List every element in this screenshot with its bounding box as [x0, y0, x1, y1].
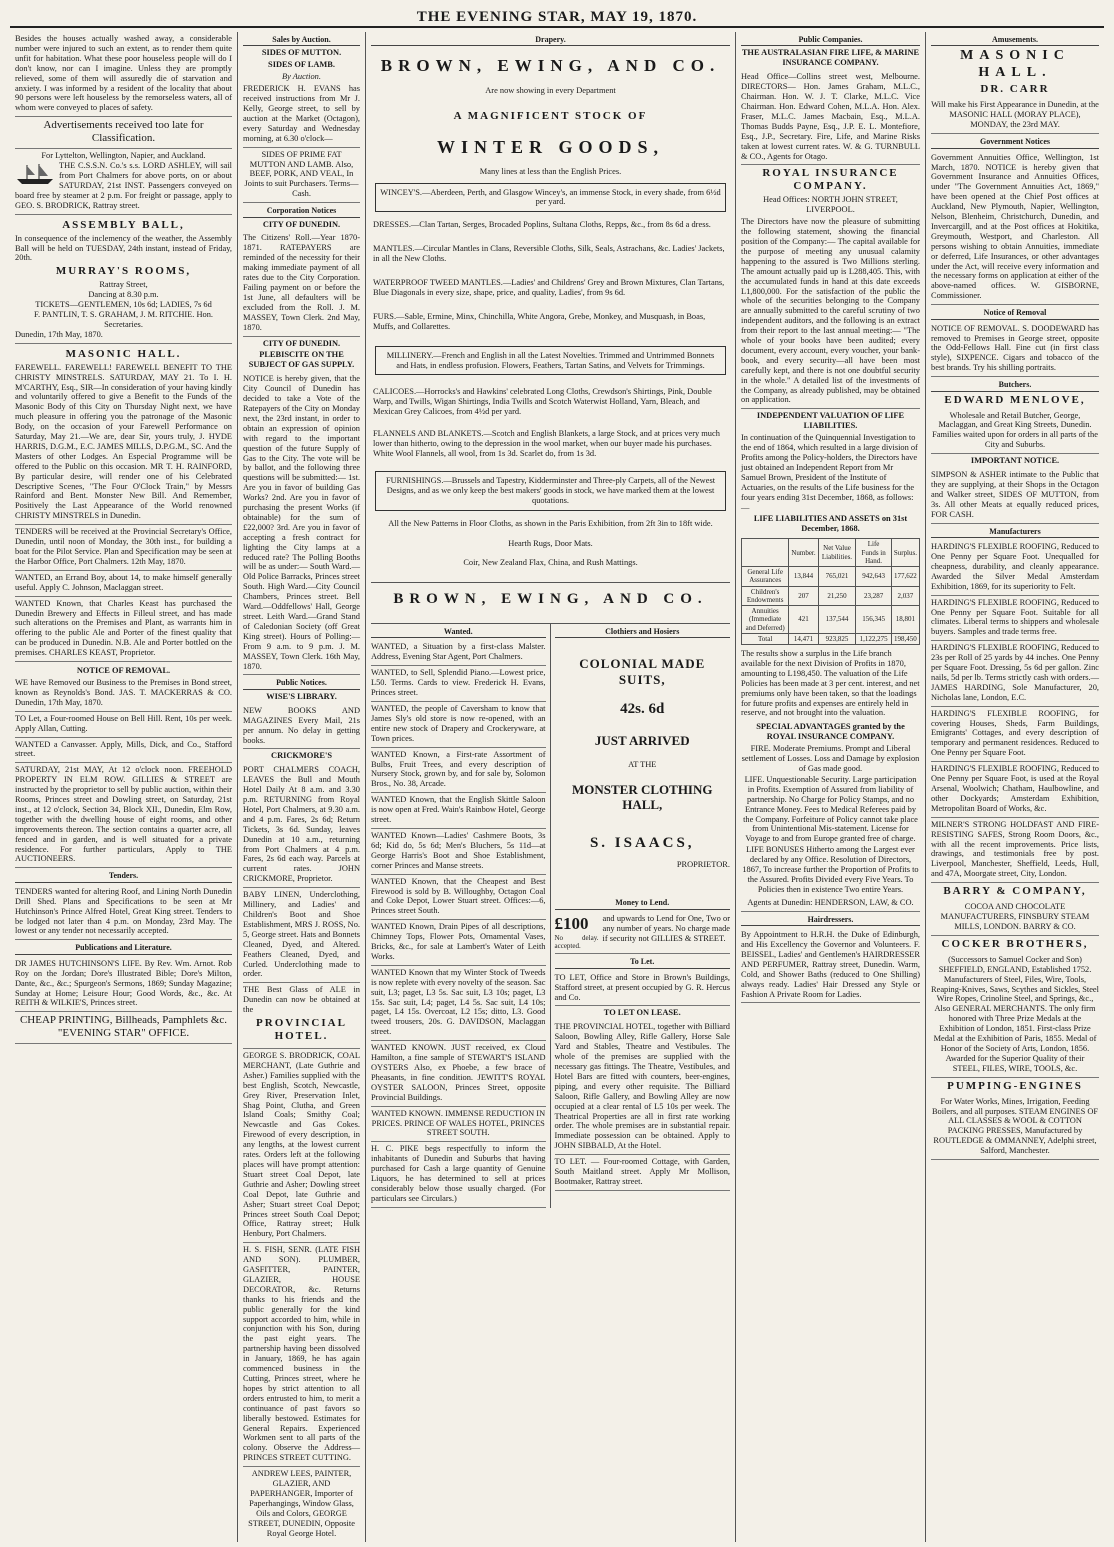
- clothiers-section: Clothiers and Hosiers: [555, 627, 731, 638]
- harding-5: HARDING'S FLEXIBLE ROOFING, Reduced to One Penny per Square Foot, is used at the Royal Arsenal, Woolwich; Chatham, Haulbowline, and other Dockyards; Amsterdam Exhibition, Metropolitan Board of Works, &c.: [931, 762, 1099, 818]
- wanted-10: WANTED KNOWN. JUST received, ex Cloud Hamilton, a fine sample of STEWART'S ISLAND OYSTERS Also, ex Phoebe, a few brace of Pheasants, in fine condition. JEWITT'S ROYAL OYSTER SALOON, Princes Street, opposite Provincial Buildings.: [371, 1041, 546, 1106]
- lamb-heading: SIDES OF LAMB.: [268, 60, 335, 70]
- ship-heading: For Lyttelton, Wellington, Napier, and Auckland.: [41, 151, 206, 161]
- table-cell: 23,287: [856, 586, 891, 606]
- wise-heading: WISE'S LIBRARY.: [266, 691, 337, 701]
- removal-heading: NOTICE OF REMOVAL.: [76, 666, 171, 676]
- wanted-section: Wanted.: [371, 627, 546, 638]
- publications-section: Publications and Literature.: [15, 943, 232, 954]
- coir: Coir, New Zealand Flax, China, and Rush Mattings.: [463, 558, 638, 568]
- wanted-column: [371, 624, 551, 1208]
- suit-price: 42s. 6d: [620, 701, 665, 718]
- city-heading-2: CITY OF DUNEDIN.: [262, 338, 341, 348]
- carr-body: Will make his First Appearance in Dunedin, at the MASONIC HALL (MORAY PLACE), MONDAY, the 23rd MAY.: [931, 98, 1099, 134]
- less-than-english: Many lines at less than the English Prices.: [479, 166, 622, 176]
- pumping-title: PUMPING-ENGINES: [947, 1079, 1083, 1092]
- masonic-hall: MASONIC HALL.: [960, 48, 1070, 80]
- dresses: DRESSES.—Clan Tartan, Serges, Brocaded Poplins, Sultana Cloths, Repps, &c., from 8s 6d a dress.: [373, 220, 711, 230]
- hearth-rugs: Hearth Rugs, Door Mats.: [508, 538, 593, 548]
- isaacs: S. ISAACS,: [589, 834, 695, 851]
- royal-title: ROYAL INSURANCE COMPANY.: [762, 167, 899, 193]
- fish-ad: H. S. FISH, SENR. (LATE FISH AND SON). PLUMBER, GASFITTER, PAINTER, GLAZIER, HOUSE DECORATOR, &c. Returns thanks to his friends and the public generally for the kind support accorded to him, while in conjunction with his Son, during the past eight years. The partnership having been dissolved in January, 1869, he has again commenced business in the Cutting, Princes street, where he hopes by strict attention to all orders entrusted to him, to merit a continuance of past favors so liberally bestowed. Estimates for General Repairs. Experienced Workmen sent to all parts of the colony. Observe the Address— PRINCES STREET CUTTING.: [243, 1243, 360, 1467]
- books-ad: NEW BOOKS AND MAGAZINES Every Mail, 21s per annum. No delay in getting books.: [243, 704, 360, 750]
- winter-goods: WINTER GOODS,: [436, 137, 665, 158]
- keast-ad: WANTED Known, that Charles Keast has purchased the Dunedin Brewery and Effects in Filleul street, and has made such alterations on the Premises and Plant, as warrants him in offering to the public Ale and Porter of the finest quality that can be produced in Dunedin. N.B. Ale and Porter bottled on the premises. CHARLES KEAST, Proprietor.: [15, 597, 232, 662]
- table-cell: 207: [789, 586, 818, 606]
- milner-ad: MILNER'S STRONG HOLDFAST AND FIRE-RESISTING SAFES, Strong Room Doors, &c., with all the recent improvements. Price lists, drawings, and testimonials free by post. Liverpool, Manchester, Sheffield, Leeds, Hull, and 47A, Moorgate street, City, London.: [931, 818, 1099, 883]
- wanted-8: WANTED Known, Drain Pipes of all descriptions, Chimney Tops, Flower Pots, Ornamental Vases, Bricks, &c., for sale at Lambert's Water of Leith Works.: [371, 920, 546, 966]
- table-cell: 923,825: [818, 633, 856, 644]
- barry-body: COCOA AND CHOCOLATE MANUFACTURERS, FINSBURY STEAM MILLS, LONDON. BARRY & CO.: [931, 900, 1099, 936]
- baby-linen-ad: BABY LINEN, Underclothing, Millinery, and Ladies' and Children's Boot and Shoe Establishment, MRS J. ROSS, No. 5, George street. Hats and Bonnets Cleaned, Dyed, and Altered. Feathers Cleaned, Dyed, and Curled. Underclothing made to order.: [243, 888, 360, 983]
- provincial-heading: PROVINCIAL HOTEL.: [256, 1017, 347, 1043]
- tenders-ad: TENDERS will be received at the Provincial Secretary's Office, Dunedin, until noon of Monday, the 30th inst., for building a boat for the Pilot Service. Plan and Specification may be seen at the Harbor Office, Port Chalmers. 12th May, 1870.: [15, 525, 232, 571]
- late-heading: Advertisements received too late for Classification.: [15, 117, 232, 149]
- sales-section: Sales by Auction.: [243, 35, 360, 46]
- ale-text: THE Best Glass of ALE in Dunedin can now be obtained at the: [243, 985, 360, 1015]
- dr-carr: DR. CARR: [980, 83, 1050, 96]
- butchers-section: Butchers.: [931, 380, 1099, 391]
- ball-date: Dunedin, 17th May, 1870.: [15, 329, 103, 339]
- calicoes: CALICOES.—Horrocks's and Hawkins' celebrated Long Cloths, Crewdson's Shirtings, Pink, Double Warp, and Twills, Wigan Shirtings, India Twills and Scotch Waterwist Holland, Yarn, Bleach, and Mexican Grey Calicoes, from 4½d per yard.: [373, 387, 712, 417]
- dancing: Dancing at 8.30 p.m.: [88, 290, 159, 300]
- simpson-ad: SIMPSON & ASHER intimate to the Public that they are supplying, at their Shops in the Octagon and Walker street, SIDES OF MUTTON, from 3s. All other Meats at equally reduced prices, FOR CASH.: [931, 468, 1099, 524]
- tenders-section: Tenders.: [15, 871, 232, 882]
- city-heading-1: CITY OF DUNEDIN.: [262, 219, 341, 229]
- australasian-body: Head Office—Collins street west, Melbourne. DIRECTORS— Hon. James Graham, M.L.C., Chairman. Hon. W. J. T. Clarke, M.L.C. Vice Chairman. Hon. Edward Cohen, M.L.A. Hon. Alex. Fraser, M.L.C. James Macbain, Esq., M.L.A. Thomas Budds Payne, Esq., J.P. E. L. Montefiore, Esq., J.P., Secretary. Fire, Life, and Marine Risks taken at lowest current rates. W. & G. TURNBULL & CO., Agents for Otago.: [741, 70, 920, 165]
- column-3: [366, 32, 736, 1542]
- beissel-ad: By Appointment to H.R.H. the Duke of Edinburgh, and His Excellency the Governor and Volunteers. F. BEISSEL, Ladies' and Gentlemen's HAIRDRESSER AND PERFUMER, Rattray street, Dunedin. Warm, Cold, and Shower Baths (reduced to One Shilling) always ready. Ladies' Hair Dressed any Style or Fashion A Private Room for Ladies.: [741, 928, 920, 1003]
- public-companies-section: Public Companies.: [741, 35, 920, 46]
- government-notice: Government Annuities Office, Wellington, 1st March, 1870. NOTICE is hereby given that Government Insurance and Annuities Offices, under "The Government Annuities Act, 1869," have been opened at the Chief Post offices at Auckland, New Plymouth, Napier, Wellington, Nelson, Blenheim, Christchurch, Dunedin, and Invercargill, and at the Post offices at Hokitika, Greymouth, Westport, and Charleston. All persons wishing to obtain Annuities, immediate or deferred, Life Insurances, or other advantages under the Act, will receive every information and the necessary forms on application at either of the above-named offices. W. GISBORNE, Commissioner.: [931, 151, 1099, 306]
- australasian-title: THE AUSTRALASIAN FIRE LIFE, & MARINE INSURANCE COMPANY.: [741, 48, 920, 68]
- surplus-text: The results show a surplus in the Life branch available for the next Division of Profits in 1870, amounting to L198,450. The valuation of the Life Policies has been made at 3 per cent. interest, and net premiums only have been taken, so that the loadings for future profits and expenses are entirely held in reserve, and not brought into the valuation.: [741, 649, 920, 718]
- millinery-box: MILLINERY.—French and English in all the Latest Novelties. Trimmed and Untrimmed Bonnets and Hats, in endless profusion. Flowers, Feathers, Tartan Satins, and Velvets for Trimmings.: [375, 346, 726, 376]
- ball-title: ASSEMBLY BALL,: [62, 218, 185, 231]
- wanted-7: WANTED Known, that the Cheapest and Best Firewood is sold by B. Willoughby, Octagon Coal and Coke Depot, Lower Stuart street. Offices:—6, Princes street South.: [371, 875, 546, 921]
- wanted-12: H. C. PIKE begs respectfully to inform the inhabitants of Dunedin and Suburbs that having purchased for Cash a large quantity of Genuine Liquors, he has determined to sell at prices considerably below those usually charged. (For particulars see Circulars.): [371, 1142, 546, 1207]
- corporation-section: Corporation Notices: [243, 206, 360, 217]
- table-cell: 21,250: [818, 586, 856, 606]
- tenders2-ad: TENDERS wanted for altering Roof, and Lining North Dunedin Drill Shed. Plans and Specifications to be seen at Mr Hutchinson's Prince Alfred Hotel, Great King street. Tenders to be lodged not later than 4 p.m. on Monday, 23rd May. The lowest or any tender not necessarily accepted.: [15, 885, 232, 941]
- independent-heading: INDEPENDENT VALUATION OF LIFE LIABILITIES.: [756, 411, 905, 431]
- ship-icon: [15, 163, 55, 185]
- clothiers-column: [551, 624, 731, 1208]
- furs: FURS.—Sable, Ermine, Minx, Chinchilla, White Angora, Grebe, Monkey, and Musquash, in Boas, Muffs, and Collarettes.: [373, 311, 706, 331]
- table-cell: 156,345: [856, 606, 891, 634]
- table-cell: 765,021: [818, 567, 856, 587]
- harding-4: HARDING'S FLEXIBLE ROOFING, for covering Houses, Sheds, Farm Buildings, Emigrants' Cottages, and every description of temporary and permanent residences. Reduced to One Penny per Square Foot.: [931, 707, 1099, 763]
- cocker-title: COCKER BROTHERS,: [941, 937, 1089, 950]
- hairdressers-section: Hairdressers.: [741, 915, 920, 926]
- table-header: Net Value Liabilities.: [818, 539, 856, 567]
- money-amount: £100: [554, 913, 589, 933]
- wanted-2: WANTED, to Sell, Splendid Piano.—Lowest price, L50. Terms. Cards to view. Frederick H. Evans, Princes street.: [371, 666, 546, 702]
- livingstone-ad: DR JAMES HUTCHINSON'S LIFE. By Rev. Wm. Arnot. Rob Roy on the Jordan; Dore's Illustrated Bible; Dore's Milton, Dante, &c., &c.; Spurgeon's Sermons, 1869; Sunday Magazine; Sunday at Home; Leisure Hour; Good Words, &c., &c. At REITH & WILKIE'S, Princes street.: [15, 957, 232, 1013]
- money-note: No delay. accepted.: [554, 933, 599, 951]
- menlove-body: Wholesale and Retail Butcher, George, Maclaggan, and Great King Streets, Dunedin. Families waited upon for orders in all parts of the City and Suburbs.: [931, 409, 1099, 455]
- just-arrived: JUST ARRIVED: [594, 732, 690, 748]
- ship-body: THE C.S.S.N. Co.'s s.s. LORD ASHLEY, will sail from Port Chalmers for above ports, on or about SATURDAY, 21st INST. Passengers conveyed on board free by steamer at 2 p.m. For freight or passage, apply to GEO. S. BRODRICK, Rattray street.: [15, 161, 232, 210]
- barry-title: BARRY & COMPANY,: [943, 885, 1087, 898]
- money-section: Money to Lend.: [555, 898, 731, 909]
- table-header: Number.: [789, 539, 818, 567]
- wanted-11: WANTED KNOWN. IMMENSE REDUCTION IN PRICES. PRINCE OF WALES HOTEL, PRINCES STREET SOUTH.: [371, 1107, 546, 1143]
- cocker-body: (Successors to Samuel Cocker and Son) SHEFFIELD, ENGLAND, Established 1752. Manufacturers of Steel, Files, Wire, Tools, Reaping-Knives, Saws, Scythes and Sickles, Steel Wire Ropes, Crinoline Steel, and Springs, &c., Also GENERAL MERCHANTS. The only firm honored with Three Prize Medals at the Exhibition of London, 1851. First-class Prize Medal at the Exhibition of Paris, 1855. Medal of Honor of the Society of Arts, London, 1856. Awarded for the Superior Quality of their STEEL, FILES, WIRE, TOOLS, &c.: [931, 953, 1099, 1078]
- murray-sub: Rattray Street,: [99, 280, 148, 290]
- menlove-title: EDWARD MENLOVE,: [944, 393, 1086, 406]
- evans-ad: FREDERICK H. EVANS has received instructions from Mr J. Kelly, George street, to sell by auction at the Market (Octagon), every Saturday and Wednesday morning, at 6.30 o'clock—: [243, 82, 360, 147]
- table-cell: 198,450: [891, 633, 919, 644]
- table-cell: 421: [789, 606, 818, 634]
- wanted-1: WANTED, a Situation by a first-class Malster. Address, Evening Star Agent, Port Chalmers.: [371, 640, 546, 666]
- tolet-ad: TO Let, a Four-roomed House on Bell Hill. Rent, 10s per week. Apply Allan, Cutting.: [15, 712, 232, 738]
- important-heading: IMPORTANT NOTICE.: [970, 456, 1060, 466]
- table-row-label: Total: [742, 633, 789, 644]
- doodeward-ad: NOTICE OF REMOVAL. S. DOODEWARD has removed to Premises in George street, opposite the Odd-Fellows Hall. Fine cut (in first class style), SIXPENCE. Cigars and tobacco of the best brands. Try his shilling portraits.: [931, 322, 1099, 378]
- flannels: FLANNELS AND BLANKETS.—Scotch and English Blankets, a large Stock, and at prices very much lower than hitherto, owing to the depression in the wool market, when our buyer made his purchases. White Wool Flannels, all wool, from 1s 3d. Scarlet do, from 1s 3d.: [373, 429, 720, 458]
- table-cell: 14,471: [789, 633, 818, 644]
- patterns: All the New Patterns in Floor Cloths, as shown in the Paris Exhibition, from 2ft 3in to 18ft wide.: [388, 518, 713, 528]
- brodrick-ad: GEORGE S. BRODRICK, COAL MERCHANT, (Late Guthrie and Asher.) Families supplied with the best English, Scotch, Newcastle, Grey River, Preservation Inlet, Shag Point, Clutha, and Green Island Coals; Smithy Coal; Newcastle and Gas Cokes. Firewood of every description, in any lengths, at the lowest current rates. Orders left at the following places will have prompt attention: Stuart street Coal Depot, late Guthrie and Asher; Dowling street Coal Depot, late Guthrie and Asher; Stuart street Coal Depot; Princes street South Coal Depot; Office, Rattray street; Hulk Henbury, Port Chalmers.: [243, 1049, 360, 1243]
- printing-ad: CHEAP PRINTING, Billheads, Pamphlets &c. "EVENING STAR" OFFICE.: [15, 1012, 232, 1044]
- royal-head-office: Head Offices: NORTH JOHN STREET, LIVERPOOL.: [763, 195, 898, 215]
- table-header: Life Funds in Hand.: [856, 539, 891, 567]
- monster-clothing: MONSTER CLOTHING HALL,: [572, 782, 713, 813]
- public-notices-section: Public Notices.: [243, 678, 360, 689]
- errand-ad: WANTED, an Errand Boy, about 14, to make himself generally useful. Apply C. Johnson, Maclaggan street.: [15, 571, 232, 597]
- column-1: [10, 32, 238, 1542]
- table-cell: 177,622: [891, 567, 919, 587]
- lease-heading: TO LET ON LEASE.: [603, 1008, 681, 1018]
- table-cell: 942,643: [856, 567, 891, 587]
- brown-ewing-title: BROWN, EWING, AND CO.: [380, 56, 721, 76]
- wanted-3: WANTED, the people of Caversham to know that James Sly's old store is now re-opened, with an entire new stock of Drapery and Crockeryware, at Town prices.: [371, 702, 546, 748]
- amusements-section: Amusements.: [931, 35, 1099, 46]
- harding-3: HARDING'S FLEXIBLE ROOFING, Reduced to 23s per Roll of 25 yards by 44 inches. One Penny per Square Foot. Dressing, 5s 6d per gallon. Zinc nails, 5d per lb. Terms strictly cash with orders.—JAMES HARDING, Sole Manufacturer, 20, Nicholas lane, London, E.C.: [931, 641, 1099, 706]
- masthead: THE EVENING STAR, MAY 19, 1870.: [10, 6, 1104, 28]
- independent-body: In continuation of the Quinquennial Investigation to the end of 1864, which resulted in a large division of Profits among the Policy-holders, the Directors have just obtained an Independent Report from Mr Samuel Brown, President of the Institute of Actuaries, on the results of the Life business for the four years ending 31st December, 1868, as follows:—: [741, 433, 918, 512]
- gas-ad: NOTICE is hereby given, that the City Council of Dunedin has decided to take a Vote of the Ratepayers of the City on Monday next, the 23rd instant, in order to obtain an expression of opinion with regard to the important question of the future Supply of Gas to the City. The vote will be by ballot, and the following three questions will be submitted:— 1st. Are you in favor of building Gas Works? 2nd. Are you in favor of purchasing the present Works (if obtainable) for the sum of £22,000? 3rd. Are you in favor of accepting a fresh contract for lighting the City lamps at a reduced rate? The Polling Booths will be as under:— South Ward.—Old Police Barracks, Princes street South. High Ward.—City Council Chambers, Princes street. Bell Ward.—Oddfellows' Hall, George street. Leith Ward.—Grand Stand of Caledonian Society (off Great King street). Hours of Polling:—From 9 a.m. to 9 p.m. J. M. MASSEY, Town Clerk. 16th May, 1870.: [243, 372, 360, 675]
- tolet-2: THE PROVINCIAL HOTEL, together with Billiard Saloon, Bowling Alley, Rifle Gallery, Horse Sale Yard and Stables, Theatre and Vestibules. The whole of the premises are supplied with the necessary gas fittings. The Theatre, Vestibules, and Hotel Bars are fitted with counters, beer-engines, piping, and every other requisite. The Billiard Saloon, Rifle Gallery, and Bowling Alley are now occupied at a clear rental of L5 10s per week. The Theatrical Properties are all in first rate working order. The whole premises are in substantial repair. Immediate possession can be obtained. Apply to JOHN SIBBALD, At the Hotel.: [555, 1020, 731, 1155]
- agents-text: Agents at Dunedin: HENDERSON, LAW, & CO.: [741, 896, 920, 912]
- liabilities-table: [741, 538, 920, 645]
- government-section: Government Notices: [931, 137, 1099, 148]
- royal-body: The Directors have now the pleasure of submitting the following statement, showing the financial position of the Company:— The capital available for the purpose of meeting any unusual calamity happening to the assured is Two Millions sterling. The amount actually paid up is L288,405. This, with the accumulated funds in hand at this date exceeds L1,800,000. For the satisfaction of the public the whole of the securities belonging to the Company are annually submitted to the careful scrutiny of two independent auditors, and the following is an extract from their report to the last annual meeting:— "The whole of your books have been audited; every document, every account, every voucher, your bank-book, and every security—all have been most carefully kept, and there is not one doubtful security in the whole." A detailed list of the investments of the Company, as already published, may be obtained on application.: [741, 215, 920, 409]
- waterproof: WATERPROOF TWEED MANTLES.—Ladies' and Childrens' Grey and Brown Mixtures, Clan Tartans, Blue Diagonals in every size, shape, price, and quality, Ladies', from 9s 6d.: [373, 278, 725, 297]
- at-the: AT THE: [628, 760, 657, 770]
- life-text: LIFE. Unquestionable Security. Large participation in Profits. Exemption of Assured from liability of partnership. No Charge for Policy Stamps, and no Entrance Money. Fees to Medical Referees paid by the Company. Forfeiture of Policy cannot take place from Unintentional Mis-statement. License for Voyage to and from Europe granted free of charge.: [743, 774, 918, 844]
- bonuses-text: LIFE BONUSES Hitherto among the Largest ever declared by any Office. Resolution of Directors, 1867, To increase further the Proportion of Profits to the Assured. Profits Divided every Five Years. To Policies then in existence Two entire Years.: [742, 845, 919, 894]
- wanted-9: WANTED Known that my Winter Stock of Tweeds is now replete with every novelty of the season. Sac suit, L3; paget, L3 5s. Sac suit, L3 10s; paget, L3 15s. Sac suit, L4; paget, L4 5s. Sac suit, L4 10s; paget, L4 15s. Overcoat, L2 15s; ditto, L3. Good tweed trousers, 20s. G. DAVIDSON, Maclaggan street.: [371, 966, 546, 1041]
- tickets: TICKETS—GENTLEMEN, 10s 6d; LADIES, 7s 6d: [35, 300, 212, 310]
- colonial-suits: COLONIAL MADE SUITS,: [579, 656, 706, 687]
- table-cell: 137,544: [818, 606, 856, 634]
- mutton-heading: SIDES OF MUTTON.: [261, 48, 342, 58]
- table-cell: 18,801: [891, 606, 919, 634]
- ball-body: In consequence of the inclemency of the weather, the Assembly Ball will be held on TUESDAY, 24th instant, instead of Friday, 20th.: [15, 233, 232, 263]
- column-4: [736, 32, 926, 1542]
- harding-2: HARDING'S FLEXIBLE ROOFING, Reduced to One Penny per Square Foot. Suitable for all climates. Liberal terms to shippers and wholesale buyers. Samples and trade terms free.: [931, 596, 1099, 642]
- coach-ad: PORT CHALMERS COACH, LEAVES the Bull and Mouth Hotel Daily At 8 a.m. and 3.30 p.m. RETURNING from Royal Hotel, Port Chalmers, at 9.30 a.m. and 4 p.m. Fares, 2s 6d; Return Tickets, 3s 6d. Sunday, leaves Dunedin at 10 a.m., returning from Port Chalmers at 4 p.m. Fares, 2s 6d each way. Parcels at current rates. JOHN CRICKMORE, Proprietor.: [243, 763, 360, 888]
- drapery-section: Drapery.: [371, 35, 730, 46]
- liabilities-heading: LIFE LIABILITIES AND ASSETS on 31st December, 1868.: [753, 514, 908, 534]
- money-body: and upwards to Lend for One, Two or any number of years. No charge made if security not GILLIES & STREET.: [602, 913, 731, 943]
- furnishings-box: FURNISHINGS.—Brussels and Tapestry, Kidderminster and Three-ply Carpets, all of the Newest Designs, and as we only keep the best makers' goods in stock, we have marked them at the lowest quotations.: [375, 471, 726, 511]
- magnificent: A MAGNIFICENT STOCK OF: [453, 110, 648, 123]
- signers: F. PANTLIN, T. S. GRAHAM, J. M. RITCHIE. Hon. Secretaries.: [33, 310, 214, 329]
- sale-ad: SATURDAY, 21st MAY, At 12 o'clock noon. FREEHOLD PROPERTY IN ELM ROW. GILLIES & STREET are instructed by the proprietor to sell by public auction, within their Rooms, Princes street and Dowling street, on Saturday, 21st inst., at 12 o'clock, Section 34, Block XII., Dunedin, Elm Row, together with the dwelling house of eight rooms, and other improvements thereon. The section contains a quarter acre, all fenced and in garden, and is well situated for a private residence. For further particulars, Apply to THE AUCTIONEERS.: [15, 763, 232, 868]
- table-header: Surplus.: [891, 539, 919, 567]
- tolet-1: TO LET, Office and Store in Brown's Buildings, Stafford street, at present occupied by G. R. Hercus and Co.: [555, 971, 731, 1007]
- prime-ad: SIDES OF PRIME FAT MUTTON AND LAMB. Also, BEEF, PORK, AND VEAL, In Joints to suit Purchasers. Terms—Cash.: [243, 148, 360, 204]
- special-heading: SPECIAL ADVANTAGES granted by the ROYAL INSURANCE COMPANY.: [756, 722, 905, 742]
- pumping-body: For Water Works, Mines, Irrigation, Feeding Boilers, and all purposes. STEAM ENGINES OF ALL CLASSES & WOOL & COTTON PACKING PRESSES, Manufactured by ROUTLEDGE & OMMANNEY, Adelphi street, Salford, Manchester.: [931, 1095, 1099, 1160]
- showing: Are now showing in every Department: [485, 86, 616, 96]
- tolet-3: TO LET. — Four-roomed Cottage, with Garden, South Maitland street. Apply Mr Mollison, Bootmaker, Rattray street.: [555, 1155, 731, 1191]
- table-cell: 2,037: [891, 586, 919, 606]
- by-auction: By Auction.: [282, 72, 321, 82]
- table-cell: 13,844: [789, 567, 818, 587]
- column-2: [238, 32, 366, 1542]
- wanted-4: WANTED Known, a First-rate Assortment of Bulbs, Fruit Trees, and every description of Nursery Stock, grown by, and for sale by, Solomon Bros., No. 38, Arcade.: [371, 748, 546, 794]
- brown-ewing-footer: BROWN, EWING, AND CO.: [371, 582, 730, 609]
- proprietor: PROPRIETOR.: [676, 860, 730, 870]
- fire-text: FIRE. Moderate Premiums. Prompt and Liberal settlement of Losses. Loss and Damage by explosion of Gas made good.: [741, 744, 920, 773]
- winceys-box: WINCEY'S.—Aberdeen, Perth, and Glasgow Wincey's, an immense Stock, in every shade, from 6½d per yard.: [375, 183, 726, 213]
- crickmore-heading: CRICKMORE'S: [271, 751, 332, 761]
- rates-ad: The Citizens' Roll.—Year 1870-1871. RATEPAYERS are reminded of the necessity for their making immediate payment of all rates due to the City Corporation. Failing payment on or before the 1st June, all defaulters will be excluded from the Roll. J. M. MASSEY, Town Clerk. 2nd May, 1870.: [243, 231, 360, 336]
- table-row-label: Children's Endowments: [742, 586, 789, 606]
- removal-section: Notice of Removal: [931, 308, 1099, 319]
- removal-body: WE have Removed our Business to the Premises in Bond street, known as Reynolds's Bond. JAS. T. MACKERRAS & CO. Dunedin, 17th May, 1870.: [15, 677, 232, 707]
- lees-ad: ANDREW LEES, PAINTER, GLAZIER, AND PAPERHANGER, Importer of Paperhangings, Window Glass, Oils and Colors, GEORGE STREET, DUNEDIN, Opposite Royal George Hotel.: [243, 1467, 360, 1542]
- tolet-section: To Let.: [555, 957, 731, 968]
- wanted-6: WANTED Known—Ladies' Cashmere Boots, 3s 6d; Kid do, 5s 6d; Men's Bluchers, 5s 11d—at George Harris's Boot and Shoe Establishment, corner Princes and Manse streets.: [371, 829, 546, 875]
- masonic-body: FAREWELL. FAREWELL! FAREWELL BENEFIT TO THE CHRISTY MINSTRELS. SATURDAY, MAY 21. To I. H. M'CARTHY, Esq., SIR—In consideration of your having kindly and voluntarily offered to give a Benefit to the Funds of the Masonic Body of this City on Thursday Night next, we have much pleasure in offering you the patronage of the Masonic Body, on the occasion of your Farewell Performance on Saturday, May 21.—We are, dear Sir, yours truly, J. HYDE HARRIS, D.G.M., E.C. JAMES MILLS, D.P.G.M., SC. And the Masters of other Lodges. An Especial Programme will be offered to the Public on this occasion. MR T. H. RAINFORD, By particular desire, will render one of his Celebrated Descriptive Scenes, "The Four O'Clock Train," by Messrs Rainford and Bent. Monster New Bill. And Remember, Positively the Last Appearance of the World renowned CHRISTY MINSTRELS in Dunedin.: [15, 362, 232, 521]
- article-intro: Besides the houses actually washed away, a considerable number were injured to such an extent, as to render them quite unfit for habitation. What these poor houseless people will do I don't know, nor can I imagine. Unless they are promptly relieved, some of them will assuredly die of starvation and anxiety. I was informed by a resident of the locality that about 90 persons were left houseless by the remorseless waters, all of whom were conveyed to places of safety.: [15, 32, 232, 117]
- manufacturers-section: Manufacturers: [931, 527, 1099, 538]
- table-row-label: General Life Assurances: [742, 567, 789, 587]
- table-row-label: Annuities (Immediate and Deferred): [742, 606, 789, 634]
- canvasser-ad: WANTED a Canvasser. Apply, Mills, Dick, and Co., Stafford street.: [15, 738, 232, 764]
- mantles: MANTLES.—Circular Mantles in Clans, Reversible Cloths, Silk, Seals, Astrachans, &c. Ladies' Jackets, in all the New Cloths.: [373, 244, 725, 264]
- column-5: [926, 32, 1104, 1542]
- table-cell: 1,122,275: [856, 633, 891, 644]
- plebiscite-heading: PLEBISCITE ON THE SUBJECT OF GAS SUPPLY.: [248, 350, 355, 370]
- wanted-5: WANTED Known, that the English Skittle Saloon is now open at Fred. Wain's Rainbow Hotel, George street.: [371, 793, 546, 829]
- masonic-title: MASONIC HALL.: [65, 347, 182, 360]
- harding-1: HARDING'S FLEXIBLE ROOFING, Reduced to One Penny per Square Foot. Unequalled for cheapness, durability, and cleanly appearance. Awarded the Silver Medal Amsterdam Exhibition, 1869, for its superiority to Felt.: [931, 540, 1099, 596]
- murray-title: MURRAY'S ROOMS,: [55, 265, 192, 278]
